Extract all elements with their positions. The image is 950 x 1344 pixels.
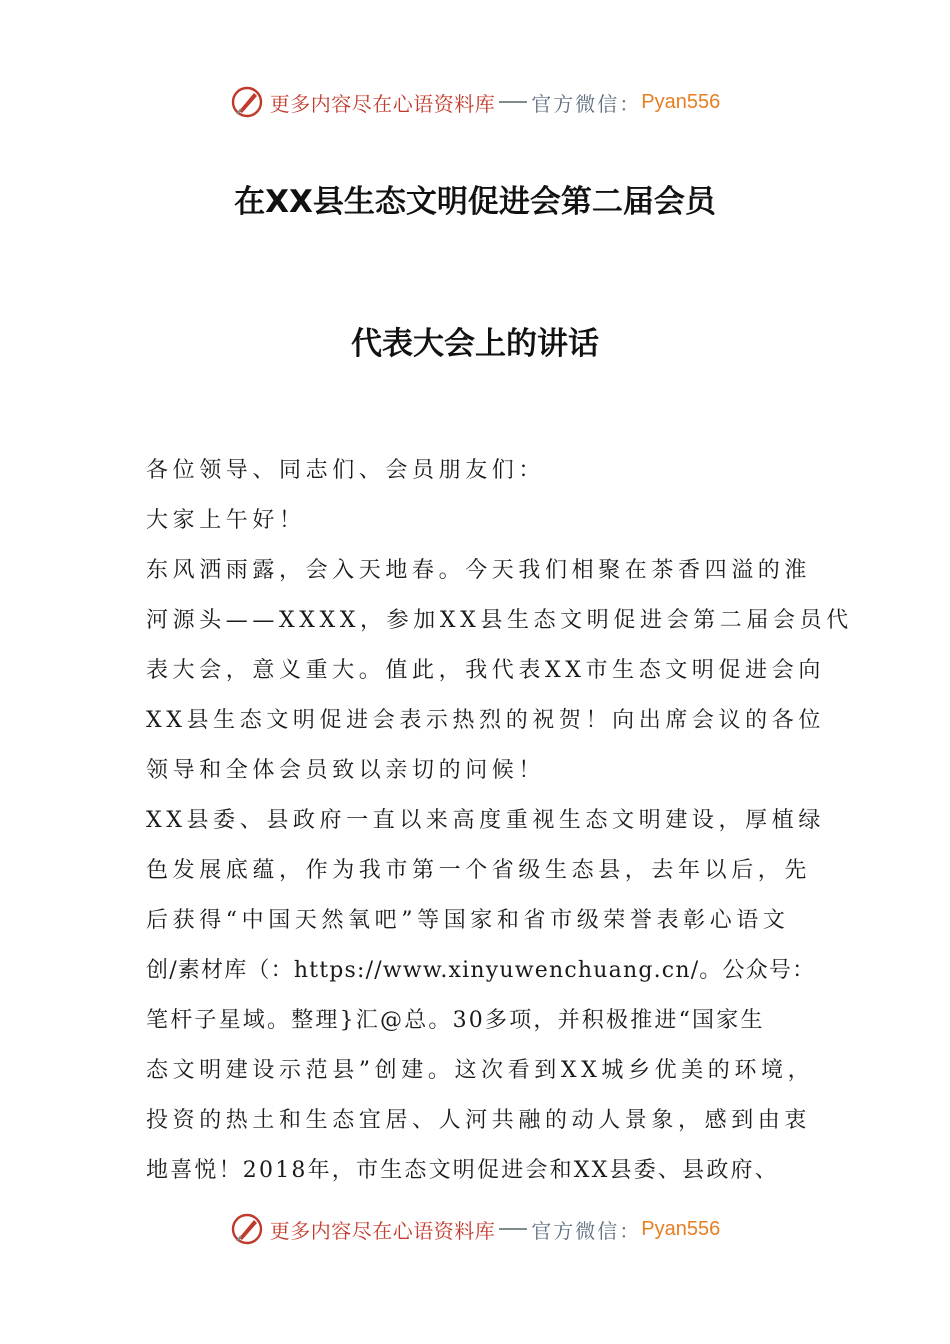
footer-banner xyxy=(0,1207,950,1251)
body-line: 色发展底蕴，作为我市第一个省级生态县，去年以后，先 xyxy=(146,858,812,883)
header-banner xyxy=(0,80,950,124)
banner-wechat-id: Pyan556 xyxy=(641,1217,721,1240)
body-line: 大家上午好！ xyxy=(146,508,306,533)
banner-brand-text: 更多内容尽在心语资料库 xyxy=(269,91,496,116)
banner-official-label: 官方微信： xyxy=(531,91,642,116)
body-line: 投资的热土和生态宜居、人河共融的动人景象，感到由衷 xyxy=(146,1108,812,1133)
body-line: 地喜悦！2018年，市生态文明促进会和XX县委、县政府、 xyxy=(146,1158,779,1183)
banner-brand-text: 更多内容尽在心语资料库 xyxy=(269,1218,496,1243)
banner-wechat-id: Pyan556 xyxy=(641,90,721,113)
body-line: 河源头——XXXX，参加XX县生态文明促进会第二届会员代 xyxy=(146,608,853,633)
body-line: 各位领导、同志们、会员朋友们： xyxy=(146,458,546,483)
body-line: 笔杆子星域。整理}汇@总。30多项，并积极推进“国家生 xyxy=(146,1008,765,1033)
body-line: 态文明建设示范县”创建。这次看到XX城乡优美的环境， xyxy=(146,1058,815,1083)
body-line: 领导和全体会员致以亲切的问候！ xyxy=(146,758,546,783)
quill-pen-logo-icon xyxy=(230,85,264,119)
banner-dash xyxy=(499,101,527,103)
banner-dash xyxy=(499,1228,527,1230)
body-line: 东风洒雨露，会入天地春。今天我们相聚在茶香四溢的淮 xyxy=(146,558,812,583)
body-line: XX县生态文明促进会表示热烈的祝贺！向出席会议的各位 xyxy=(146,708,825,733)
body-line: XX县委、县政府一直以来高度重视生态文明建设，厚植绿 xyxy=(146,808,825,833)
document-title-line-1: 在XX县生态文明促进会第二届会员 xyxy=(234,184,716,220)
document-title-line-2: 代表大会上的讲话 xyxy=(351,326,599,362)
document-body xyxy=(146,446,853,1196)
body-line: 创/素材库（：https://www.xinyuwenchuang.cn/。公众号： xyxy=(146,958,816,983)
quill-pen-logo-icon xyxy=(230,1212,264,1246)
banner-official-label: 官方微信： xyxy=(531,1218,642,1243)
body-line: 后获得“中国天然氧吧”等国家和省市级荣誉表彰心语文 xyxy=(146,908,790,933)
body-line: 表大会，意义重大。值此，我代表XX市生态文明促进会向 xyxy=(146,658,825,683)
